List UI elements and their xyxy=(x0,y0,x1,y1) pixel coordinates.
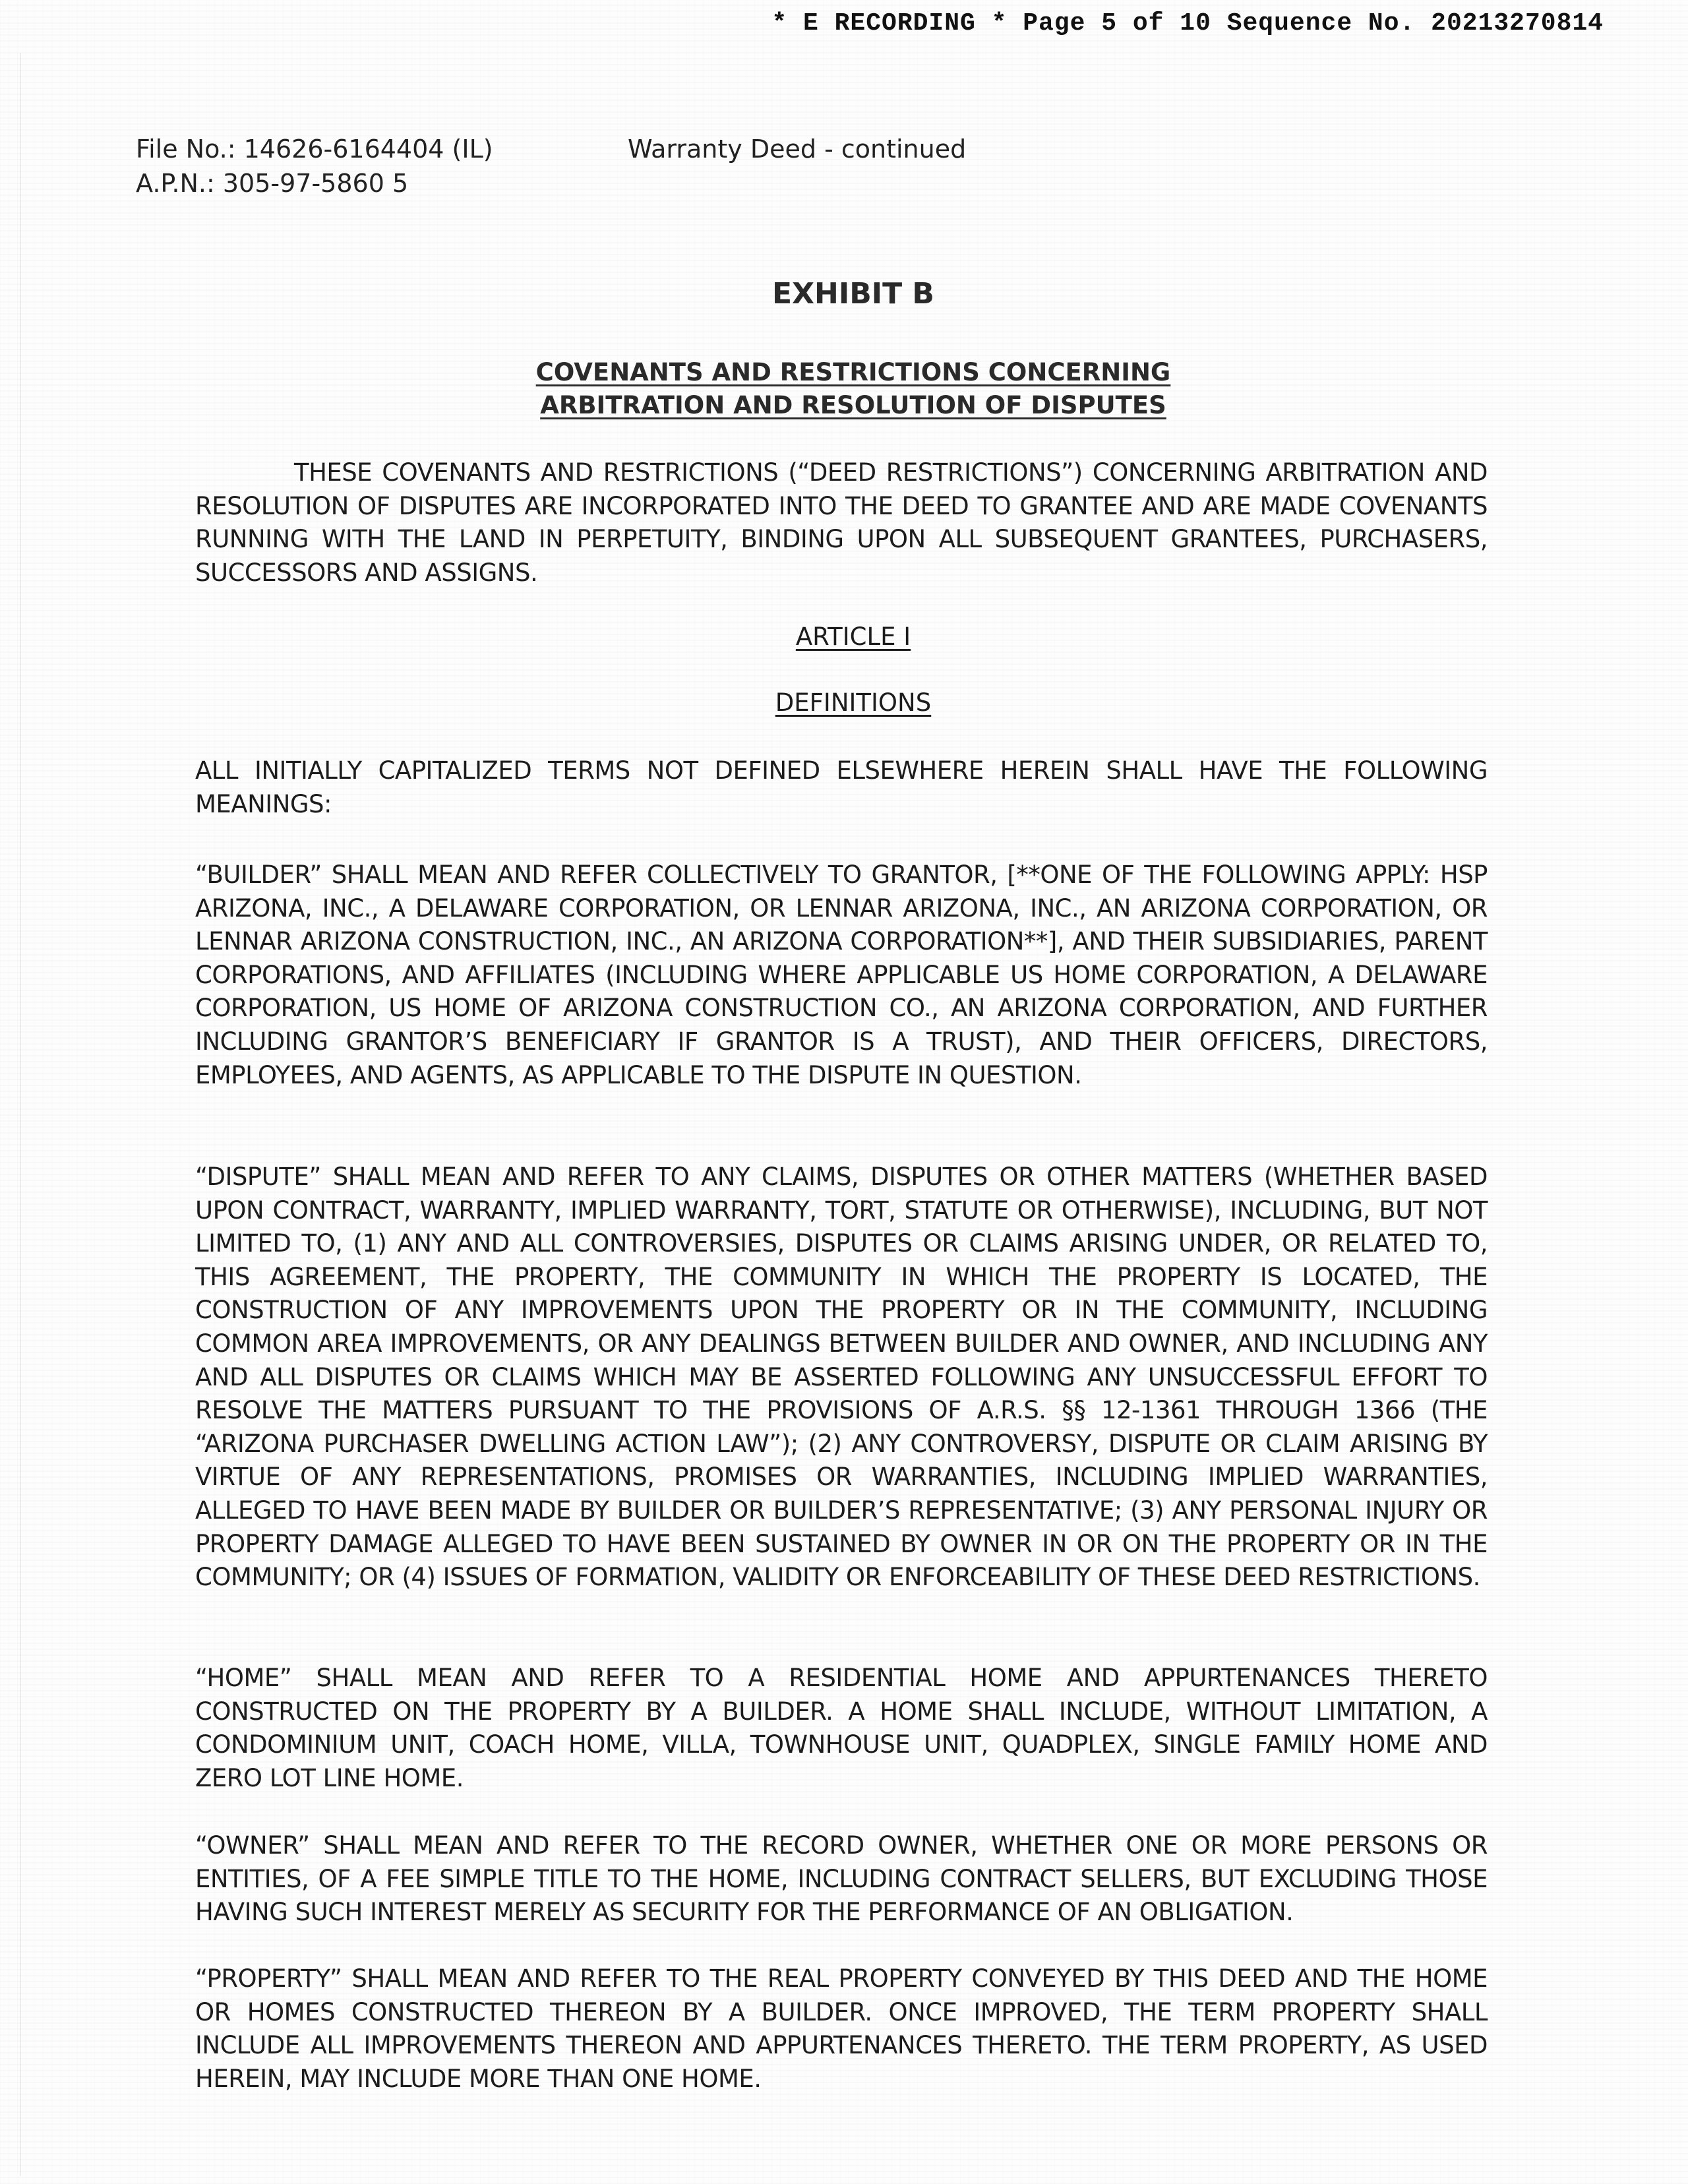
section-heading xyxy=(0,356,1688,422)
definitions-label xyxy=(0,688,1688,717)
file-info xyxy=(136,132,493,200)
document-type: Warranty Deed - continued xyxy=(628,135,967,164)
definition-owner: “OWNER” SHALL MEAN AND REFER TO THE RECORD OWNER, WHETHER ONE OR MORE PERSONS OR ENTITIES, OF A FEE SIMPLE TITLE TO THE HOME, INCLUDING CONTRACT SELLERS, BUT EXCLUDING THOSE HAVING SUCH INTEREST MERELY AS SECURITY FOR THE PERFORMANCE OF AN OBLIGATION. xyxy=(195,1831,1488,1927)
recording-header: * E RECORDING * Page 5 of 10 Sequence No. 20213270814 xyxy=(771,9,1604,38)
file-number: File No.: 14626-6164404 (IL) xyxy=(136,135,493,164)
apn-number: A.P.N.: 305-97-5860 5 xyxy=(136,169,409,198)
definitions-intro: ALL INITIALLY CAPITALIZED TERMS NOT DEFINED ELSEWHERE HEREIN SHALL HAVE THE FOLLOWING MEANINGS: xyxy=(195,756,1488,818)
article-label-text: ARTICLE I xyxy=(795,622,911,651)
definition-dispute: “DISPUTE” SHALL MEAN AND REFER TO ANY CLAIMS, DISPUTES OR OTHER MATTERS (WHETHER BASED UPON CONTRACT, WARRANTY, IMPLIED WARRANTY, TORT, STATUTE OR OTHERWISE), INCLUDING, BUT NOT LIMITED TO, (1) ANY AND ALL CONTROVERSIES, DISPUTES OR CLAIMS ARISING UNDER, OR RELATED TO, THIS AGREEMENT, THE PROPERTY, THE COMMUNITY IN WHICH THE PROPERTY IS LOCATED, THE CONSTRUCTION OF ANY IMPROVEMENTS UPON THE PROPERTY OR IN THE COMMUNITY, INCLUDING COMMON AREA IMPROVEMENTS, OR ANY DEALINGS BETWEEN BUILDER AND OWNER, AND INCLUDING ANY AND ALL DISPUTES OR CLAIMS WHICH MAY BE ASSERTED FOLLOWING ANY UNSUCCESSFUL EFFORT TO RESOLVE THE MATTERS PURSUANT TO THE PROVISIONS OF A.R.S. §§ 12-1361 THROUGH 1366 (THE “ARIZONA PURCHASER DWELLING ACTION LAW”); (2) ANY CONTROVERSY, DISPUTE OR CLAIM ARISING BY VIRTUE OF ANY REPRESENTATIONS, PROMISES OR WARRANTIES, INCLUDING IMPLIED WARRANTIES, ALLEGED TO HAVE BEEN MADE BY BUILDER OR BUILDER’S REPRESENTATIVE; (3) ANY PERSONAL INJURY OR PROPERTY DAMAGE ALLEGED TO HAVE BEEN SUSTAINED BY OWNER IN OR ON THE PROPERTY OR IN THE COMMUNITY; OR (4) ISSUES OF FORMATION, VALIDITY OR ENFORCEABILITY OF THESE DEED RESTRICTIONS. xyxy=(195,1163,1488,1592)
heading-line-1: COVENANTS AND RESTRICTIONS CONCERNING xyxy=(535,358,1171,386)
article-label xyxy=(0,622,1688,651)
definitions-label-text: DEFINITIONS xyxy=(775,688,932,717)
exhibit-title: EXHIBIT B xyxy=(772,277,934,311)
definition-builder: “BUILDER” SHALL MEAN AND REFER COLLECTIVELY TO GRANTOR, [**ONE OF THE FOLLOWING APPLY: HSP ARIZONA, INC., A DELAWARE CORPORATION, OR LENNAR ARIZONA, INC., AN ARIZONA CORPORATION, OR LENNAR ARIZONA CONSTRUCTION, INC., AN ARIZONA CORPORATION**], AND THEIR SUBSIDIARIES, PARENT CORPORATIONS, AND AFFILIATES (INCLUDING WHERE APPLICABLE US HOME CORPORATION, A DELAWARE CORPORATION, US HOME OF ARIZONA CONSTRUCTION CO., AN ARIZONA CORPORATION, AND FURTHER INCLUDING GRANTOR’S BENEFICIARY IF GRANTOR IS A TRUST), AND THEIR OFFICERS, DIRECTORS, EMPLOYEES, AND AGENTS, AS APPLICABLE TO THE DISPUTE IN QUESTION. xyxy=(195,861,1488,1089)
heading-line-2: ARBITRATION AND RESOLUTION OF DISPUTES xyxy=(540,391,1166,419)
definition-property: “PROPERTY” SHALL MEAN AND REFER TO THE REAL PROPERTY CONVEYED BY THIS DEED AND THE HOME OR HOMES CONSTRUCTED THEREON BY A BUILDER. ONCE IMPROVED, THE TERM PROPERTY SHALL INCLUDE ALL IMPROVEMENTS THEREON AND APPURTENANCES THERETO. THE TERM PROPERTY, AS USED HEREIN, MAY INCLUDE MORE THAN ONE HOME. xyxy=(195,1964,1488,2093)
definition-home: “HOME” SHALL MEAN AND REFER TO A RESIDENTIAL HOME AND APPURTENANCES THERETO CONSTRUCTED ON THE PROPERTY BY A BUILDER. A HOME SHALL INCLUDE, WITHOUT LIMITATION, A CONDOMINIUM UNIT, COACH HOME, VILLA, TOWNHOUSE UNIT, QUADPLEX, SINGLE FAMILY HOME AND ZERO LOT LINE HOME. xyxy=(195,1664,1488,1792)
intro-paragraph: THESE COVENANTS AND RESTRICTIONS (“DEED RESTRICTIONS”) CONCERNING ARBITRATION AND RESOLUTION OF DISPUTES ARE INCORPORATED INTO THE DEED TO GRANTEE AND ARE MADE COVENANTS RUNNING WITH THE LAND IN PERPETUITY, BINDING UPON ALL SUBSEQUENT GRANTEES, PURCHASERS, SUCCESSORS AND ASSIGNS. xyxy=(195,458,1488,587)
